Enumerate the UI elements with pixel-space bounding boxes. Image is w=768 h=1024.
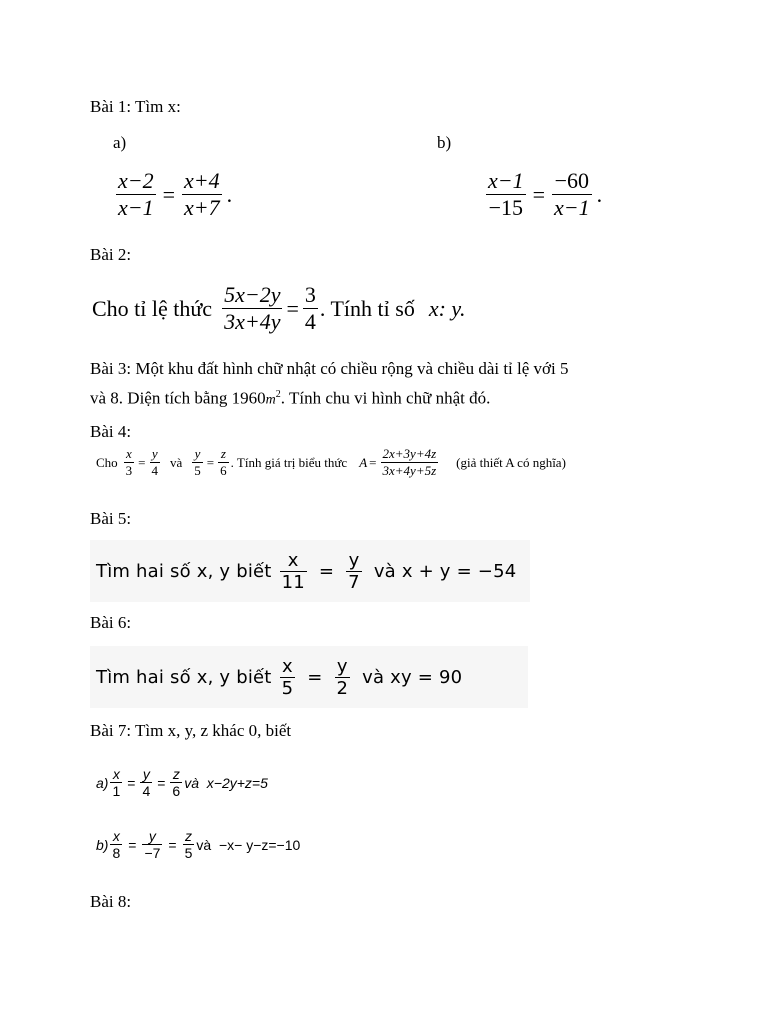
fraction [222, 282, 282, 335]
numerator: x [112, 828, 120, 844]
numerator: x−2 [118, 168, 154, 193]
fraction [280, 550, 307, 593]
bai3-unit-exp: 2 [275, 389, 281, 400]
bai7-b-equation: b) $\frac{x}{8}$ = $\frac{y}{-7}$ = $\frac{z}{5}$ và −x− y−z=−10 [96, 828, 301, 861]
denominator: −15 [488, 195, 524, 220]
fraction [124, 446, 135, 479]
denominator: 6 [172, 783, 181, 799]
fraction [150, 446, 161, 479]
bai7-a-suffix: và x−2y+z=5 [184, 774, 268, 791]
numerator: −60 [554, 168, 590, 193]
fraction [346, 550, 362, 593]
fraction [552, 168, 592, 221]
fraction [170, 766, 182, 799]
numerator: y [151, 446, 158, 461]
denominator: −7 [144, 845, 161, 861]
denominator: 4 [142, 783, 151, 799]
denominator: x+7 [184, 195, 220, 220]
bai2-statement: Cho tỉ lệ thức $\frac{5x-2y}{3x+4y}$ = $\frac{3}{4}$ . Tính tỉ số x: y. [92, 282, 466, 334]
denominator: 5 [281, 677, 294, 699]
numerator: 3 [304, 282, 316, 307]
denominator: 1 [112, 783, 121, 799]
denominator: 4 [304, 309, 316, 334]
numerator: y [142, 766, 150, 782]
denominator: 7 [348, 571, 360, 593]
denominator: 2 [336, 677, 349, 699]
fraction [110, 828, 122, 861]
numerator: z [220, 446, 226, 461]
bai4-note: (giả thiết A có nghĩa) [456, 454, 566, 470]
denominator: 3 [125, 463, 133, 478]
bai5-title: Bài 5: [90, 509, 132, 528]
numerator: x+4 [184, 168, 220, 193]
fraction [140, 766, 152, 799]
denominator: 6 [220, 463, 227, 478]
bai6-title: Bài 6: [90, 613, 132, 632]
bai3-unit: m [265, 392, 276, 408]
fraction [280, 656, 296, 699]
numerator: y [336, 655, 348, 677]
bai6-suffix: và xy = 90 [362, 666, 463, 688]
fraction [183, 828, 195, 861]
bai2-prefix: Cho tỉ lệ thức [92, 295, 213, 321]
numerator: x [281, 655, 293, 677]
denominator: 3x+4y [224, 309, 281, 334]
fraction [335, 656, 351, 699]
bai4-title: Bài 4: [90, 422, 132, 441]
bai1-a-equation: $\frac{x-2}{x-1}$ = $\frac{x+4}{x+7}$ . [118, 168, 233, 220]
fraction [303, 282, 318, 335]
numerator: x−1 [488, 168, 524, 193]
bai5-suffix: và x + y = −54 [373, 560, 517, 582]
numerator: y [148, 828, 156, 844]
bai6-statement: Tìm hai số x, y biết $\frac{x}{5}$ = $\frac{y}{2}$ và xy = 90 [90, 646, 528, 708]
fraction [192, 446, 203, 479]
bai2-title: Bài 2: [90, 245, 132, 264]
numerator: x [287, 549, 299, 571]
bai4-cho: Cho [96, 454, 118, 470]
fraction [110, 766, 122, 799]
bai3-line2 [90, 384, 490, 412]
bai7-b-suffix: và −x− y−z=−10 [196, 836, 301, 853]
fraction [381, 446, 439, 479]
bai4-tinh: . Tính giá trị biểu thức [230, 454, 348, 470]
bai7-a-label: a) [96, 774, 109, 791]
bai7-a-equation: a) $\frac{x}{1}$ = $\frac{y}{4}$ = $\frac{z}{6}$ và x−2y+z=5 [96, 766, 268, 799]
bai1-a-label: a) [113, 133, 127, 152]
denominator: 11 [281, 571, 305, 593]
bai5-statement: Tìm hai số x, y biết $\frac{x}{11}$ = $\frac{y}{7}$ và x + y = −54 [90, 540, 530, 602]
bai2-suffix: . Tính tỉ số [319, 295, 415, 321]
numerator: 2x+3y+4z [382, 446, 437, 461]
bai2-ratio: x: y. [428, 295, 466, 321]
numerator: y [348, 549, 360, 571]
bai3-line1: Bài 3: Một khu đất hình chữ nhật có chiều rộng và chiều dài tỉ lệ với 5 [90, 359, 569, 378]
denominator: 3x+4y+5z [382, 463, 437, 478]
bai4-va: và [170, 454, 183, 470]
numerator: x [126, 446, 132, 461]
bai8-title: Bài 8: [90, 892, 132, 911]
bai4-statement: Cho $\frac{x}{3}$ = $\frac{y}{4}$ và $\frac{y}{5}$ = $\frac{z}{6}$ . Tính giá trị biểu thức A = $\frac{2x+3y+4z}{3x+4y+5z}$ (giả thiết A có nghĩa) [96, 446, 566, 478]
denominator: 5 [184, 845, 193, 861]
bai6-prefix: Tìm hai số x, y biết [96, 666, 272, 688]
bai1-b-label: b) [437, 133, 452, 152]
bai7-title: Bài 7: Tìm x, y, z khác 0, biết [90, 721, 292, 740]
fraction [142, 828, 162, 861]
numerator: y [194, 446, 201, 461]
bai1-b-equation: $\frac{x-1}{-15}$ = $\frac{-60}{x-1}$ . [488, 168, 603, 220]
bai3-line2-a: và 8. Diện tích bằng 1960 [90, 388, 266, 408]
fraction [116, 168, 156, 221]
denominator: 4 [151, 463, 159, 478]
bai1-title: Bài 1: Tìm x: [90, 97, 181, 116]
fraction [218, 446, 229, 479]
fraction [182, 168, 222, 221]
bai4-A: A [359, 454, 368, 470]
bai3-line2-b: . Tính chu vi hình chữ nhật đó. [280, 388, 491, 408]
numerator: 5x−2y [224, 282, 281, 307]
numerator: x [112, 766, 120, 782]
fraction [486, 168, 526, 221]
numerator: z [172, 766, 180, 782]
denominator: 8 [112, 845, 121, 861]
denominator: x−1 [554, 195, 590, 220]
denominator: x−1 [118, 195, 154, 220]
bai5-prefix: Tìm hai số x, y biết [96, 560, 272, 582]
denominator: 5 [194, 463, 201, 478]
bai7-b-label: b) [96, 836, 109, 853]
numerator: z [184, 828, 192, 844]
